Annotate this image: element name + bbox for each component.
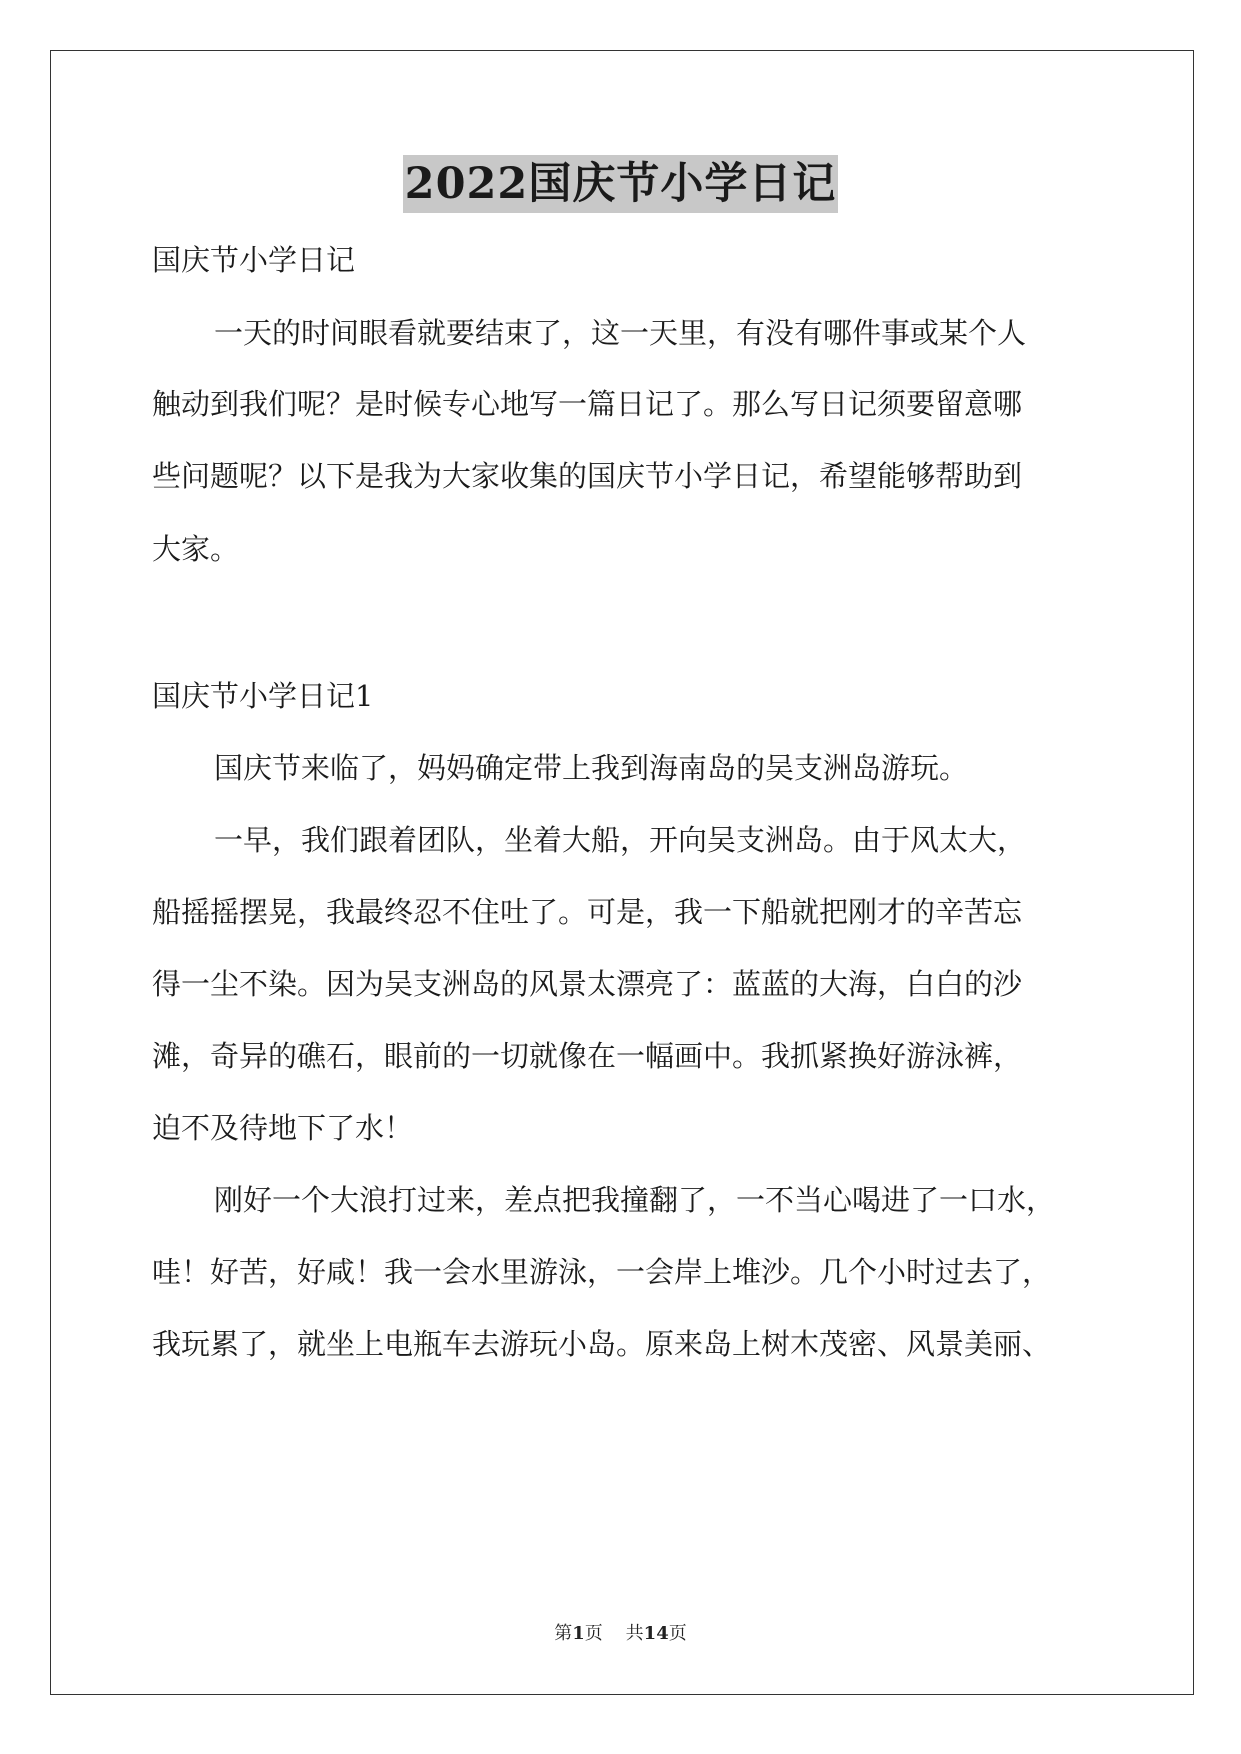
- paragraph-line: 刚好一个大浪打过来，差点把我撞翻了，一不当心喝进了一口水，: [214, 1183, 1056, 1217]
- page-footer: [0, 1622, 1241, 1646]
- page-suffix: 页: [584, 1623, 603, 1644]
- paragraph-line: 一天的时间眼看就要结束了，这一天里，有没有哪件事或某个人: [214, 316, 1027, 350]
- total-suffix: 页: [668, 1623, 687, 1644]
- paragraph-line: 触动到我们呢？是时候专心地写一篇日记了。那么写日记须要留意哪: [152, 387, 1023, 421]
- paragraph-line: 哇！好苦，好咸！我一会水里游泳，一会岸上堆沙。几个小时过去了，: [152, 1255, 1052, 1289]
- page-border: [50, 50, 1194, 1695]
- paragraph-line: 我玩累了，就坐上电瓶车去游玩小岛。原来岛上树木茂密、风景美丽、: [152, 1327, 1052, 1361]
- paragraph-line: 得一尘不染。因为吴支洲岛的风景太漂亮了：蓝蓝的大海，白白的沙: [152, 967, 1023, 1001]
- document-title: 2022国庆节小学日记: [403, 155, 839, 213]
- paragraph-line: 国庆节来临了，妈妈确定带上我到海南岛的吴支洲岛游玩。: [214, 751, 969, 785]
- page-prefix: 第: [554, 1623, 573, 1644]
- section-heading: 国庆节小学日记1: [152, 679, 374, 713]
- paragraph-line: 船摇摇摆晃，我最终忍不住吐了。可是，我一下船就把刚才的辛苦忘: [152, 895, 1023, 929]
- paragraph-line: 滩，奇异的礁石，眼前的一切就像在一幅画中。我抓紧换好游泳裤，: [152, 1039, 1023, 1073]
- page-number: 1: [572, 1623, 585, 1644]
- title-container: [0, 155, 1241, 213]
- paragraph-line: 迫不及待地下了水！: [152, 1111, 414, 1145]
- total-prefix: 共: [625, 1623, 644, 1644]
- paragraph-line: 些问题呢？以下是我为大家收集的国庆节小学日记，希望能够帮助到: [152, 459, 1023, 493]
- paragraph-line: 大家。: [152, 532, 240, 566]
- total-pages: 14: [643, 1623, 669, 1644]
- intro-heading: 国庆节小学日记: [152, 243, 356, 277]
- paragraph-line: 一早，我们跟着团队，坐着大船，开向吴支洲岛。由于风太大，: [214, 823, 1027, 857]
